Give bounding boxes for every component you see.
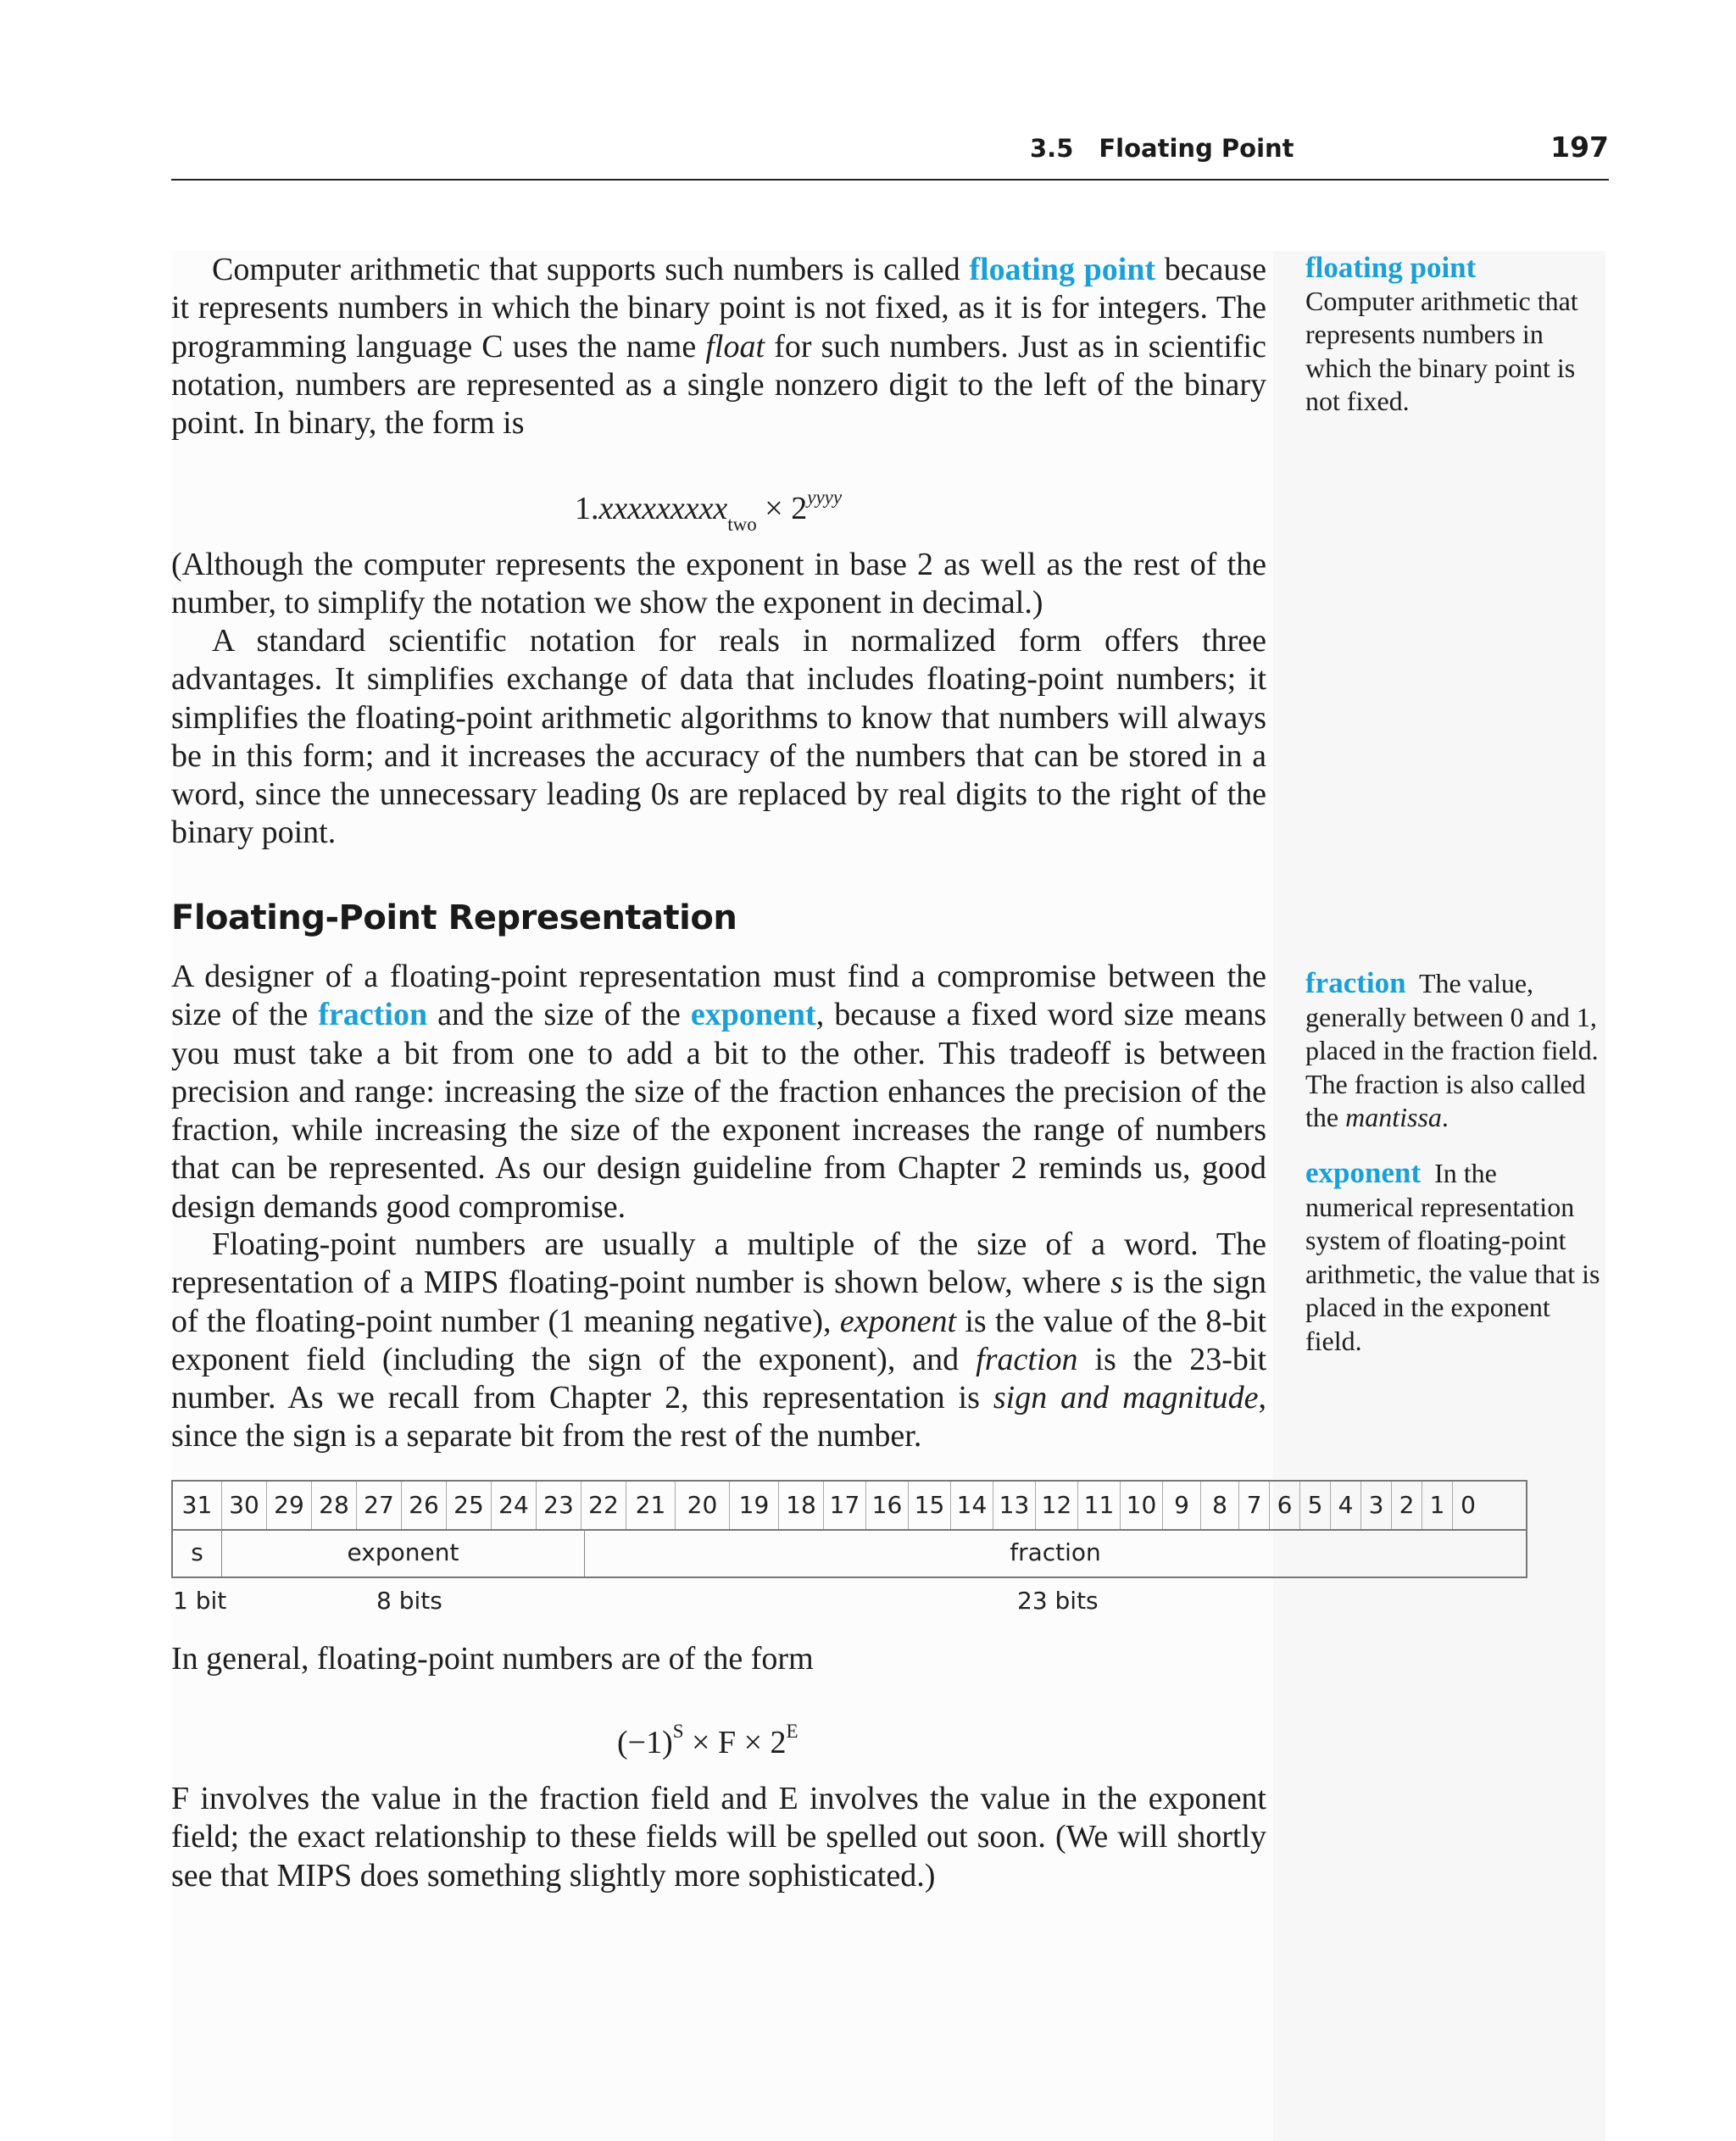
sidebar-definition-exponent [1305, 1156, 1611, 1358]
bit-number-cell: 27 [357, 1482, 402, 1529]
page-number: 197 [1550, 131, 1609, 164]
eq-mantissa: xxxxxxxxx [598, 491, 728, 526]
text-run: is the value of the 8-bit exponent field (including the sign of the exponent), and [171, 1303, 1266, 1377]
sidebar-term: exponent [1305, 1156, 1422, 1189]
text-run: is the sign of the floating-point number (1 meaning negative), [171, 1265, 1266, 1339]
bit-number-cell: 13 [993, 1482, 1036, 1529]
text-run: . [1441, 1102, 1449, 1132]
bit-number-cell: 10 [1121, 1482, 1163, 1529]
emphasis-mantissa: mantissa [1345, 1102, 1442, 1132]
eq-exponent: yyyy [807, 487, 843, 508]
header-rule [171, 179, 1609, 181]
bit-number-cell: 11 [1078, 1482, 1121, 1529]
text-run: and the size of the [427, 997, 691, 1033]
eq-body: × F × 2 [683, 1725, 787, 1760]
bit-number-cell: 7 [1239, 1482, 1270, 1529]
bit-number-cell: 0 [1461, 1491, 1476, 1519]
sidebar-definition-fraction [1305, 966, 1611, 1135]
bit-number-cell: 25 [447, 1482, 492, 1529]
bit-number-row [173, 1482, 1526, 1531]
bit-number-cell: 29 [267, 1482, 312, 1529]
bit-number-cell: 6 [1270, 1482, 1300, 1529]
text-run: Floating-point numbers are usually a multiple of the size of a word. The representation of a MIPS floating-point number is shown below, where [171, 1226, 1266, 1301]
paragraph-design-compromise [171, 958, 1266, 1226]
term-floating-point: floating point [969, 252, 1156, 287]
text-run: because it represents numbers in which the binary point is not fixed, as it is for integers. The programming language C uses the name [171, 252, 1266, 364]
bit-layout-table [171, 1480, 1527, 1578]
bit-number-cell: 2 [1392, 1482, 1422, 1529]
field-exponent: exponent [222, 1529, 585, 1577]
sidebar-term: fraction [1305, 966, 1406, 999]
bit-number-cell: 20 [676, 1482, 730, 1529]
bit-number-cell: 30 [222, 1482, 267, 1529]
field-sign: s [173, 1529, 222, 1577]
bit-number-cell: 19 [730, 1482, 779, 1529]
bit-number-cell: 21 [626, 1482, 676, 1529]
text-run: , because a fixed word size means you must take a bit from one to add a bit to the other. This tradeoff is between precision and range: increasing the size of the fraction enhances the precision of the fraction, while increasing the size of the exponent increases the range of numbers that can be represented. As our design guideline from Chapter 2 reminds us, good design demands good compromise. [171, 997, 1267, 1225]
text-run: A designer of a floating-point representation must find a compromise between the size of the [171, 959, 1266, 1033]
term-fraction: fraction [318, 997, 428, 1033]
equation-general-form [617, 1710, 798, 1764]
eq-times: × 2 [756, 491, 808, 526]
paragraph-general-form: In general, floating-point numbers are of the form [171, 1641, 814, 1677]
width-label-exponent: 8 bits [376, 1587, 442, 1615]
text-run: is the 23-bit number. As we recall from Chapter 2, this representation is [171, 1341, 1267, 1416]
paragraph-floating-point-intro [171, 251, 1266, 442]
sidebar-term: floating point [1305, 251, 1477, 284]
equation-binary-form [575, 476, 842, 546]
bit-number-cell: 15 [909, 1482, 951, 1529]
section-heading: Floating-Point Representation [171, 898, 737, 937]
width-label-fraction: 23 bits [1017, 1587, 1099, 1615]
bit-number-cell: 1 [1422, 1482, 1453, 1529]
bit-number-cell: 16 [866, 1482, 909, 1529]
bit-number-cell: 26 [402, 1482, 447, 1529]
sidebar-definition-floating-point [1305, 251, 1611, 419]
emphasis-exponent: exponent [839, 1303, 957, 1339]
emphasis-float: float [705, 328, 765, 364]
paragraph-normalized-advantages: A standard scientific notation for reals in normalized form offers three advantages. It simplifies exchange of data that includes floating-point numbers; it simplifies the floating-point arithmetic algorithms to know that numbers will always be in this form; and it increases the accuracy of the numbers that can be stored in a word, since the unnecessary leading 0s are replaced by real digits to the right of the binary point. [171, 623, 1266, 851]
bit-number-cell: 8 [1201, 1482, 1239, 1529]
eq-base: 1. [575, 491, 599, 526]
bit-number-cell: 31 [173, 1482, 222, 1529]
bit-number-cell: 17 [824, 1482, 866, 1529]
bit-number-cell: 18 [779, 1482, 824, 1529]
paragraph-exponent-note: (Although the computer represents the exponent in base 2 as well as the rest of the number, to simplify the notation we show the exponent in decimal.) [171, 547, 1266, 621]
eq-subscript: two [727, 514, 757, 535]
field-fraction: fraction [1010, 1538, 1101, 1566]
emphasis-sign-magnitude: sign and magnitude [993, 1380, 1259, 1416]
text-run: for such numbers. Just as in scientific notation, numbers are represented as a single nonzero digit to the left of the binary point. In binary, the form is [171, 328, 1266, 442]
bit-number-cell: 22 [581, 1482, 626, 1529]
sidebar-definition: The value, generally between 0 and 1, placed in the fraction field. The fraction is also called the [1305, 968, 1599, 1132]
sidebar-definition: In the numerical representation system of floating-point arithmetic, the value that is placed in the exponent field. [1305, 1158, 1600, 1356]
eq-sign-term: (−1) [617, 1725, 673, 1760]
bit-number-cell: 14 [951, 1482, 993, 1529]
bit-number-cell: 4 [1331, 1482, 1361, 1529]
width-label-sign: 1 bit [173, 1587, 227, 1615]
running-header-section [1030, 134, 1294, 163]
bit-number-cell: 24 [492, 1482, 537, 1529]
bit-number-cell: 9 [1163, 1482, 1201, 1529]
eq-sup-s: S [672, 1721, 684, 1742]
section-number: 3.5 [1030, 134, 1074, 163]
paragraph-mips-representation [171, 1226, 1266, 1456]
section-title: Floating Point [1099, 134, 1294, 163]
emphasis-fraction: fraction [976, 1341, 1078, 1377]
bit-number-cell: 23 [537, 1482, 581, 1529]
term-exponent: exponent [690, 997, 816, 1033]
text-run: , since the sign is a separate bit from the rest of the number. [171, 1380, 1266, 1454]
bit-number-cell: 12 [1036, 1482, 1078, 1529]
text-run: Computer arithmetic that supports such numbers is called [212, 252, 970, 287]
bit-number-cell: 5 [1300, 1482, 1331, 1529]
emphasis-s: s [1110, 1265, 1123, 1301]
bit-number-cell: 28 [312, 1482, 357, 1529]
sidebar-definition: Computer arithmetic that represents numbers in which the binary point is not fixed. [1305, 285, 1578, 416]
bit-number-cell: 3 [1361, 1482, 1392, 1529]
paragraph-fields-relationship: F involves the value in the fraction field and E involves the value in the exponent field; the exact relationship to these fields will be spelled out soon. (We will shortly see that MIPS does something slightly more sophisticated.) [171, 1781, 1266, 1894]
eq-sup-e: E [786, 1721, 798, 1742]
